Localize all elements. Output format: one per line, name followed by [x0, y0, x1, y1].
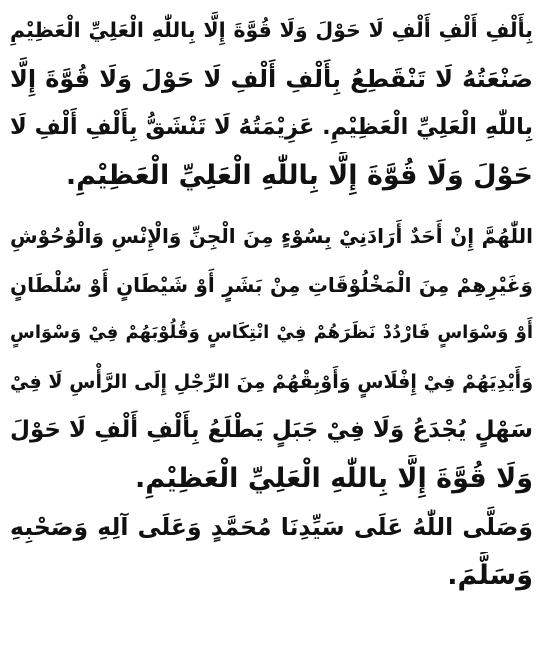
paragraph-2 [10, 212, 533, 503]
text-line: وَغَيْرِهِمْ مِنَ الْمَخْلُوْقَاتِ مِنْ بَشَرٍ أَوْ شَيْطَانٍ أَوْ سُلْطَانٍ [10, 272, 533, 297]
text-line: وَلَا قُوَّةَ إِلَّا بِاللّٰهِ الْعَلِيِّ الْعَظِيْمِ. [135, 462, 533, 494]
text-line: وَصَلَّى اللّٰهُ عَلَى سَيِّدِنَا مُحَمَّدٍ وَعَلَى آلِهِ وَصَحْبِهِ [10, 513, 533, 541]
text-line: بِاللّٰهِ الْعَلِيِّ الْعَظِيْمِ. عَزِيْمَتُهُ لَا تَنْشَقُّ بِأَلْفِ أَلْفِ لَا [10, 114, 533, 140]
text-line: صَنْعَتُهُ لَا تَنْقَطِعُ بِأَلْفِ أَلْفِ لَا حَوْلَ وَلَا قُوَّةَ إِلَّا [10, 64, 533, 93]
text-line: أَوْ وَسْوَاسٍ فَارْدُدْ نَظَرَهُمْ فِيْ انْتِكَاسٍ وَقُلُوْبَهُمْ فِيْ وَسْوَاسٍ [10, 322, 533, 343]
paragraph-3 [10, 503, 533, 600]
paragraph-gap [10, 200, 533, 212]
text-line: سَهْلٍ يُجْدَعُ وَلَا فِيْ جَبَلٍ يَطْلَعُ بِأَلْفِ أَلْفِ لَا حَوْلَ [10, 417, 533, 443]
prayer-text-page [10, 6, 533, 658]
paragraph-1 [10, 6, 533, 200]
text-line: بِأَلْفِ أَلْفِ أَلْفِ لَا حَوْلَ وَلَا قُوَّةَ إِلَّا بِاللّٰهِ الْعَلِيِّ الْعَظِيْمِ [10, 18, 533, 42]
text-line: اللّٰهُمَّ إِنْ أَحَدٌ أَرَادَنِيْ بِسُوْءٍ مِنَ الْجِنِّ وَالْإِنْسِ وَالْوُحُوْشِ [10, 224, 533, 248]
text-line: وَأَيْدِيَهُمْ فِيْ إِفْلَاسٍ وَأَوْبِقْهُمْ مِنَ الرِّجْلِ إِلَى الرَّأْسِ لَا فِيْ [10, 370, 533, 393]
text-line: حَوْلَ وَلَا قُوَّةَ إِلَّا بِاللّٰهِ الْعَلِيِّ الْعَظِيْمِ. [65, 159, 533, 191]
text-line: وَسَلَّمَ. [447, 559, 533, 591]
